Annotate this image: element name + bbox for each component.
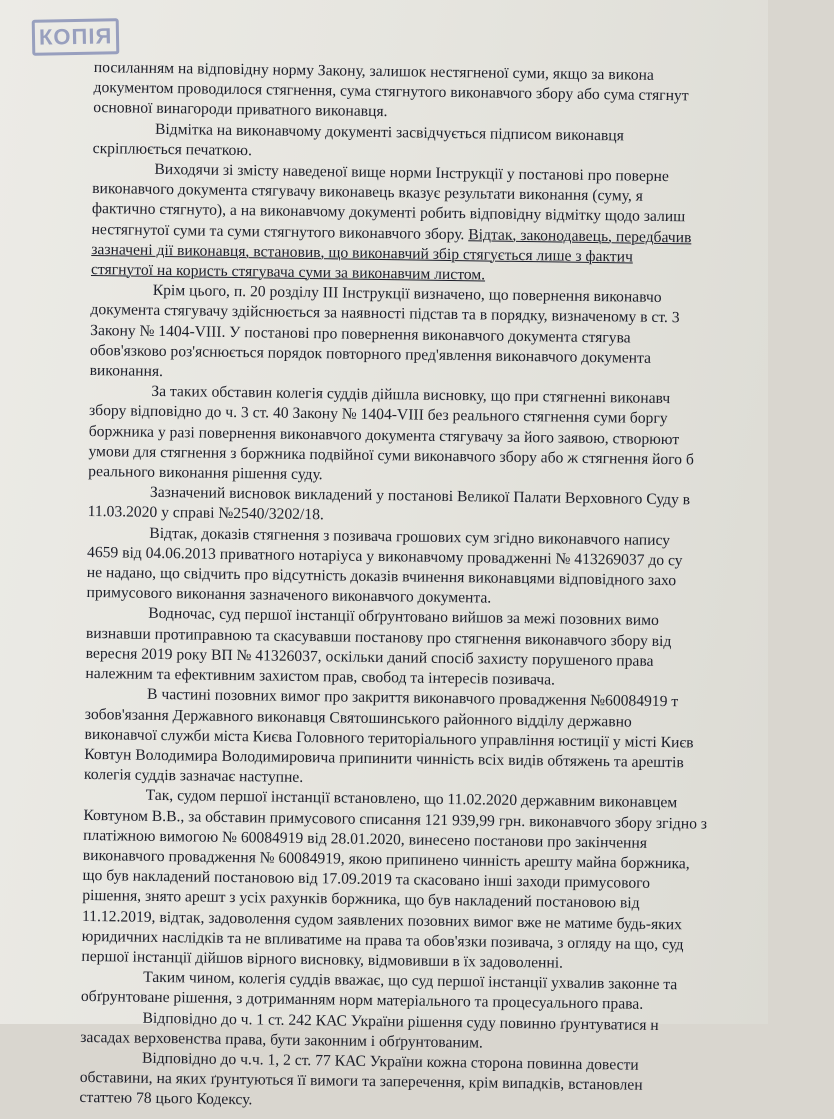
text-line: виконавчого провадження № 60084919, якою припинено чинність арешту майна боржника, [82, 846, 690, 873]
text-line: належним та ефективним захистом прав, свобод та інтересів позивача. [85, 665, 556, 689]
text-line: засадах верховенства права, бути законним і обґрунтованим. [80, 1028, 484, 1052]
text-segment: нестягнутої суми та суми стягнутого виконавчого збору. [91, 220, 465, 243]
text-line: основної винагороди приватного виконавця. [93, 99, 388, 121]
text-line: Ковтуном В.В., за обставин примусового списання 121 939,99 грн. виконавчого збору згідно з [83, 806, 708, 833]
text-line: скріплюється печаткою. [92, 139, 253, 160]
text-line: зобов'язання Державного виконавця Святошинського районного відділу державно [84, 705, 632, 731]
text-line: Відтак, доказів стягнення з позивача грошових сум згідно виконавчого напису [149, 524, 671, 549]
text-line: посиланням на відповідну норму Закону, залишок нестягненої суми, якщо за викона [93, 58, 654, 84]
text-line: боржника у разі повернення виконавчого документа стягувачу за його заявою, створюют [88, 422, 680, 448]
text-line: обставини, на яких ґрунтуються її вимоги та заперечення, крім випадків, встановлен [79, 1069, 643, 1094]
text-line: Відповідно до ч. 1 ст. 242 КАС України рішення суду повинно ґрунтуватися н [142, 1009, 659, 1034]
text-line: документа стягувачу здійснюється за наявності підстав та в порядку, визначеному в ст. 3 [90, 301, 680, 327]
text-line: рішення, знято арешт з усіх рахунків боржника, що був накладений постановою від [82, 887, 640, 913]
text-line: Зазначений висновок викладений у постанові Великої Палати Верховного Суду в [149, 484, 691, 509]
text-line: Так, судом першої інстанції встановлено, що 11.02.2020 державним виконавцем [145, 787, 678, 812]
text-line: обов'язково роз'яснюється порядок повторного пред'явлення виконавчого документа [89, 341, 652, 367]
underlined-text-line: зазначені дії виконавця, встановив, що виконавчий збір стягується лише з фактич [91, 240, 633, 266]
text-line: Крім цього, п. 20 розділу III Інструкції визначено, що повернення виконавчо [152, 282, 662, 307]
text-line: реального виконання рішення суду. [88, 463, 323, 484]
text-line: виконавчого документа стягувачу виконавець вказує результати виконання (суму, я [92, 180, 644, 205]
document-body [79, 58, 834, 1119]
text-line: Виходячи зі змісту наведеної вище норми Інструкції у постанові про поверне [154, 160, 669, 186]
text-line: платіжною вимогою № 60084919 від 28.01.2020, винесено постанови про закінчення [83, 826, 648, 852]
text-line: 11.12.2019, відтак, задоволення судом заявлених позовних вимог вже не матиме будь-яких [81, 907, 683, 933]
text-line: Відмітка на виконавчому документі засвідчується підписом виконавця [154, 120, 624, 145]
text-line: статтею 78 цього Кодексу. [79, 1089, 253, 1109]
copy-stamp: КОПІЯ [32, 18, 120, 56]
text-line: що був накладений постановою від 17.09.2019 та скасовано інші заходи примусового [82, 867, 651, 892]
text-line: 4659 від 04.06.2013 приватного нотаріуса у виконавчому провадженні № 413269037 до су [86, 543, 683, 570]
underlined-text: Відтак, законодавець, передбачив [468, 225, 692, 246]
text-line: умови для стягнення з боржника подвійної суми виконавчого збору або ж стягнення його б [88, 442, 694, 469]
text-line: збору відповідно до ч. 3 ст. 40 Закону № 1404-VIII без реального стягнення суми боргу [88, 402, 668, 428]
text-line: визнавши протиправною та скасувавши постанову про стягнення виконавчого збору від [85, 624, 672, 650]
text-line: документом проводилося стягнення, сума стягнутого виконавчого збору або сума стягнут [93, 79, 689, 105]
text-line: 11.03.2020 у справі №2540/3202/18. [87, 503, 324, 524]
text-line: За таких обставин колегія суддів дійшла висновку, що при стягненні виконавч [151, 383, 671, 408]
text-line: Ковтун Володимира Володимировича припинити чинність всіх видів обтяжень та арештів [84, 745, 684, 772]
text-line: виконавчої служби міста Києва Головного територіального управління юстиції у місті Києв [84, 725, 694, 752]
text-line: В частині позовних вимог про закриття виконавчого провадження №60084919 т [146, 686, 679, 711]
text-line: обґрунтоване рішення, з дотриманням норм матеріального та процесуального права. [80, 988, 644, 1014]
text-line: фактично стягнуто), а на виконавчому документі робить відповідну відмітку щодо залиш [91, 200, 686, 226]
text-line: виконання. [89, 362, 164, 381]
text-line: вересня 2019 року ВП № 41326037, оскільки даний спосіб захисту порушеного права [85, 644, 654, 670]
text-line: юридичних наслідків та не впливатиме на права та обов'язки позивача, з огляду на що, суд [81, 927, 684, 954]
text-line: Відповідно до ч.ч. 1, 2 ст. 77 КАС України кожна сторона повинна довести [141, 1049, 639, 1074]
text-line: примусового виконання зазначеного виконавчого документа. [86, 584, 492, 607]
text-line: першої інстанції дійшов вірного висновку, відмовивши в їх задоволенні. [81, 947, 564, 972]
text-line: Водночас, суд першої інстанції обґрунтовано вийшов за межі позовних вимо [148, 605, 659, 630]
underlined-text-line: стягнутої на користь стягувача суми за виконавчим листом. [90, 261, 486, 284]
text-line: Таким чином, колегія суддів вважає, що суд першої інстанції ухвалив законне та [143, 968, 678, 994]
text-line: Закону № 1404-VIII. У постанові про повернення виконавчого документа стягува [90, 321, 631, 347]
text-line: колегія суддів зазначає наступне. [83, 766, 304, 787]
text-line: не надано, що свідчить про відсутність доказів вчинення виконавцями відповідного захо [86, 564, 677, 590]
